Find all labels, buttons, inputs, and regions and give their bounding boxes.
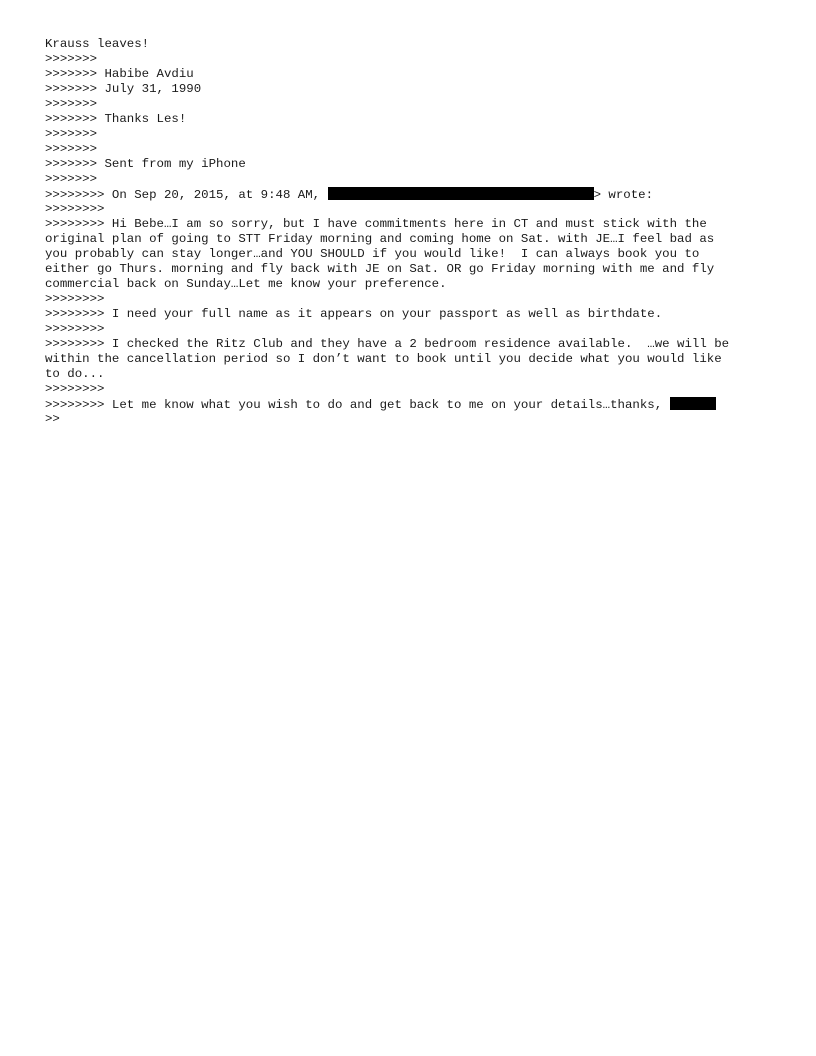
text-line: >>>>>>> July 31, 1990 — [45, 82, 202, 96]
text-line: >> — [45, 412, 60, 426]
text-line: Krauss leaves! — [45, 37, 150, 51]
wrote-line — [45, 187, 775, 202]
text-line: >>>>>>> — [45, 127, 98, 141]
text-line: original plan of going to STT Friday morning and coming home on Sat. with JE…I feel bad as — [45, 232, 715, 246]
wrote-suffix: > wrote: — [593, 188, 654, 202]
text-line: >>>>>>> Thanks Les! — [45, 112, 187, 126]
text-line: >>>>>>>> Hi Bebe…I am so sorry, but I have commitments here in CT and must stick with the — [45, 217, 707, 231]
email-document — [45, 37, 775, 427]
text-line: commercial back on Sunday…Let me know your preference. — [45, 277, 447, 291]
text-line: >>>>>>>> — [45, 202, 105, 216]
text-line: >>>>>>> — [45, 52, 98, 66]
text-line: >>>>>>>> — [45, 382, 105, 396]
text-line: to do... — [45, 367, 105, 381]
text-line: either go Thurs. morning and fly back with JE on Sat. OR go Friday morning with me and fly — [45, 262, 715, 276]
redaction-bar — [328, 187, 594, 200]
text-line: >>>>>>>> I need your full name as it appears on your passport as well as birthdate. — [45, 307, 663, 321]
text-line: within the cancellation period so I don’t want to book until you decide what you would like — [45, 352, 722, 366]
text-line: >>>>>>> — [45, 97, 98, 111]
text-line: >>>>>>> Habibe Avdiu — [45, 67, 194, 81]
text-line: >>>>>>> Sent from my iPhone — [45, 157, 246, 171]
wrote-prefix: >>>>>>>> On Sep 20, 2015, at 9:48 AM, — [45, 188, 328, 202]
text-line: you probably can stay longer…and YOU SHOULD if you would like! I can always book you to — [45, 247, 700, 261]
redaction-bar — [670, 397, 716, 410]
text-line: >>>>>>>> I checked the Ritz Club and they have a 2 bedroom residence available. …we will be — [45, 337, 730, 351]
text-line: >>>>>>>> — [45, 292, 105, 306]
text-line: >>>>>>> — [45, 142, 98, 156]
text-line: >>>>>>>> — [45, 322, 105, 336]
text-line: >>>>>>> — [45, 172, 98, 186]
thanks-prefix: >>>>>>>> Let me know what you wish to do and get back to me on your details…thanks, — [45, 398, 670, 412]
thanks-line — [45, 397, 775, 412]
